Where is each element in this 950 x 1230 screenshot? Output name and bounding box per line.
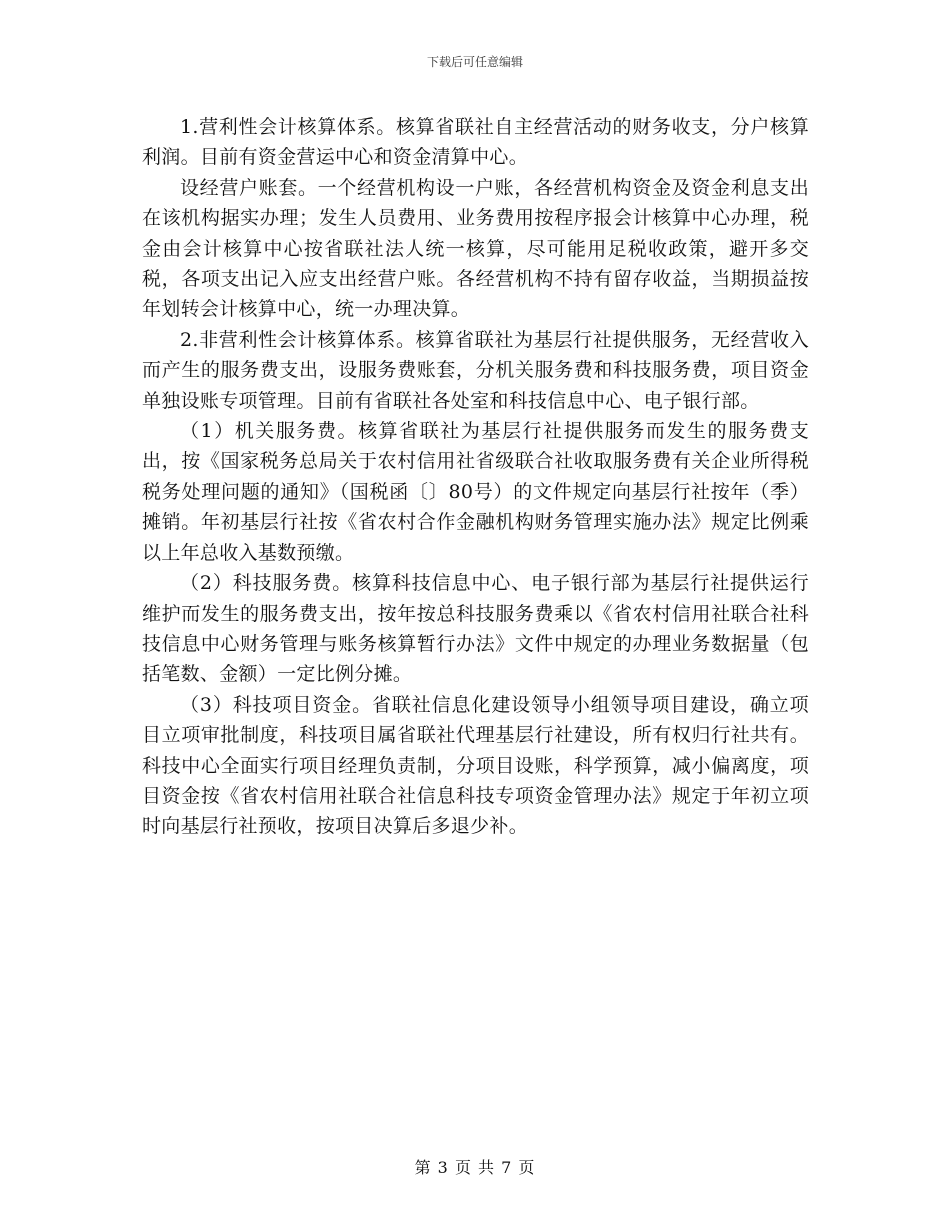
paragraph-business-account-set: 设经营户账套。一个经营机构设一户账，各经营机构资金及资金利息支出在该机构据实办理；发生人员费用、业务费用按程序报会计核算中心办理，税金由会计核算中心按省联社法人统一核算，尽可能用足税收政策，避开多交税，各项支出记入应支出经营户账。各经营机构不持有留存收益，当期损益按年划转会计核算中心，统一办理决算。	[142, 176, 809, 321]
paragraph-non-profit-system: 2.非营利性会计核算体系。核算省联社为基层行社提供服务，无经营收入而产生的服务费支出，设服务费账套，分机关服务费和科技服务费，项目资金单独设账专项管理。目前有省联社各处室和科技信息中心、电子银行部。	[142, 328, 809, 412]
paragraph-office-service-fee: （1）机关服务费。核算省联社为基层行社提供服务而发生的服务费支出，按《国家税务总局关于农村信用社省级联合社收取服务费有关企业所得税税务处理问题的通知》（国税函〔〕80号）的文件规定向基层行社按年（季）摊销。年初基层行社按《省农村合作金融机构财务管理实施办法》规定比例乘以上年总收入基数预缴。	[142, 420, 809, 564]
page-header: 下载后可任意编辑	[426, 55, 523, 69]
page-footer: 第 3 页 共 7 页	[414, 1158, 536, 1177]
document-body	[142, 112, 809, 842]
paragraph-tech-project-funds: （3）科技项目资金。省联社信息化建设领导小组领导项目建设，确立项目立项审批制度，科技项目属省联社代理基层行社建设，所有权归行社共有。科技中心全面实行项目经理负责制，分项目设账，科学预算，减小偏离度，项目资金按《省农村信用社联合社信息科技专项资金管理办法》规定于年初立项时向基层行社预收，按项目决算后多退少补。	[142, 693, 809, 838]
paragraph-tech-service-fee: （2）科技服务费。核算科技信息中心、电子银行部为基层行社提供运行维护而发生的服务费支出，按年按总科技服务费乘以《省农村信用社联合社科技信息中心财务管理与账务核算暂行办法》文件中规定的办理业务数据量（包括笔数、金额）一定比例分摊。	[142, 572, 809, 686]
paragraph-for-profit-system: 1.营利性会计核算体系。核算省联社自主经营活动的财务收支，分户核算利润。目前有资金营运中心和资金清算中心。	[142, 116, 809, 169]
